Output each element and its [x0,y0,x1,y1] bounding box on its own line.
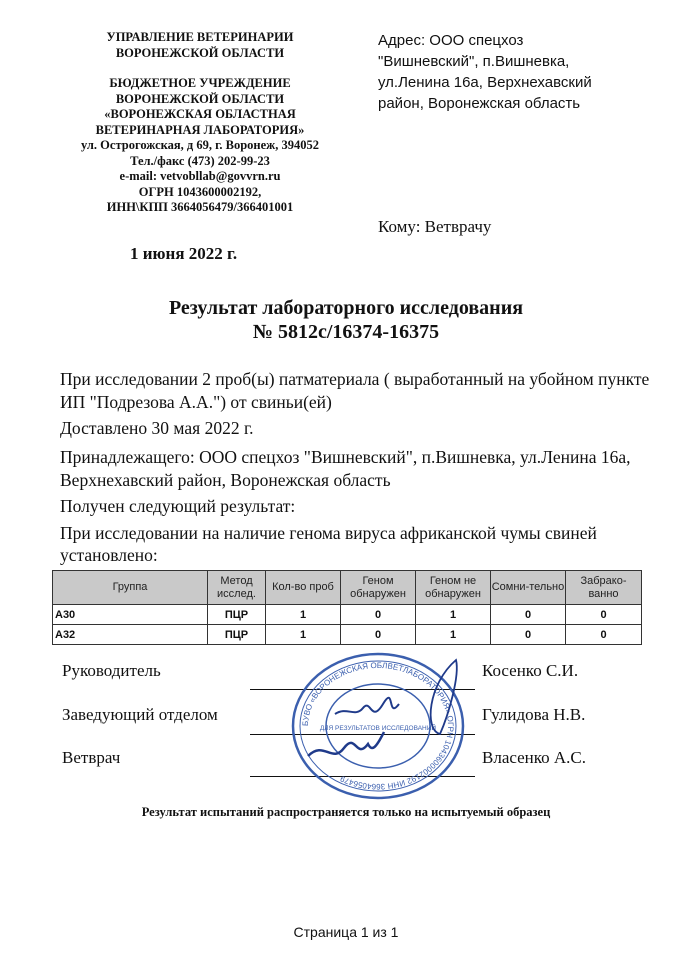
recipient-address [378,30,678,114]
official-stamp [290,652,466,800]
org-line: БЮДЖЕТНОЕ УЧРЕЖДЕНИЕ [109,76,291,90]
org-line: «ВОРОНЕЖСКАЯ ОБЛАСТНАЯ [104,107,296,121]
table-cell: 1 [266,625,341,645]
org-line: e-mail: vetvobllab@govvrn.ru [119,169,281,183]
title-line: Результат лабораторного исследования [168,297,524,319]
signature-role: Руководитель [62,661,161,680]
table-cell: 0 [566,625,642,645]
table-cell: 0 [491,605,566,625]
page-number: Страница 1 из 1 [293,924,399,940]
table-cell: 0 [341,605,416,625]
document-title [0,296,692,344]
table-cell: ПЦР [208,625,266,645]
paragraph-study: При исследовании на наличие генома вируса африканской чумы свиней установлено: [60,523,597,565]
paragraph-owner: Принадлежащего: ООО спецхоз "Вишневский", п.Вишневка, ул.Ленина 16а, Верхнехавский район, Воронежская область [60,447,631,490]
org-line: Тел./факс (473) 202-99-23 [130,153,270,168]
column-header: Забрако-ванно [566,571,642,605]
table-cell: 1 [416,605,491,625]
column-header: Группа [53,571,208,605]
column-header: Геном обнаружен [341,571,416,605]
signature-role: Заведующий отделом [62,705,218,724]
table-header-row [53,571,642,605]
address-line: "Вишневский", п.Вишневка, [378,53,570,70]
organization-header [40,30,360,216]
org-line: ВОРОНЕЖСКОЙ ОБЛАСТИ [115,91,285,106]
disclaimer-note: Результат испытаний распространяется только на испытуемый образец [141,805,551,819]
signature-name: Косенко С.И. [482,661,579,680]
column-header: Метод исслед. [208,571,266,605]
signature-scribble [335,698,399,714]
table-cell: А30 [53,605,208,625]
paragraph-result-intro: Получен следующий результат: [60,496,296,516]
org-line: ОГРН 1043600002192, [138,184,262,199]
document-number: № 5812с/16374-16375 [252,321,440,343]
document-date: 1 июня 2022 г. [130,244,238,263]
table-cell: А32 [53,625,208,645]
org-line: УПРАВЛЕНИЕ ВЕТЕРИНАРИИ [106,30,294,44]
address-line: Адрес: ООО спецхоз [378,32,524,49]
column-header: Кол-во проб [266,571,341,605]
signature-name: Власенко А.С. [482,748,587,767]
signature-scribble [308,732,384,756]
stamp-outer-text: БУВО «ВОРОНЕЖСКАЯ ОБЛВЕТЛАБОРАТОРИЯ» ОГРН 1043600002192 ИНН 3664056479 [300,660,456,792]
column-header: Сомни-тельно [491,571,566,605]
table-cell: 0 [491,625,566,645]
stamp-inner-text: ДЛЯ РЕЗУЛЬТАТОВ ИССЛЕДОВАНИЙ [319,725,437,732]
spacer [40,61,360,76]
table-row [53,605,642,625]
paragraph-delivered: Доставлено 30 мая 2022 г. [60,418,254,438]
signature-name: Гулидова Н.В. [482,705,586,724]
address-line: район, Воронежская область [378,95,581,112]
address-line: ул.Ленина 16а, Верхнехавский [378,74,592,91]
paragraph-samples: При исследовании 2 проб(ы) патматериала ( выработанный на убойном пункте ИП "Подрезова А.А.") от свиньи(ей) [60,369,650,412]
signature-role: Ветврач [62,748,121,767]
recipient: Кому: Ветврачу [378,217,492,236]
table-row [53,625,642,645]
table-cell: 1 [266,605,341,625]
results-table [52,570,642,645]
org-line: ул. Острогожская, д 69, г. Воронеж, 394052 [80,138,319,152]
column-header: Геном не обнаружен [416,571,491,605]
table-cell: ПЦР [208,605,266,625]
table-cell: 0 [341,625,416,645]
org-line: ВЕТЕРИНАРНАЯ ЛАБОРАТОРИЯ» [95,122,305,137]
org-line: ИНН\КПП 3664056479/366401001 [106,200,294,214]
table-cell: 1 [416,625,491,645]
org-line: ВОРОНЕЖСКОЙ ОБЛАСТИ [115,45,285,60]
table-cell: 0 [566,605,642,625]
